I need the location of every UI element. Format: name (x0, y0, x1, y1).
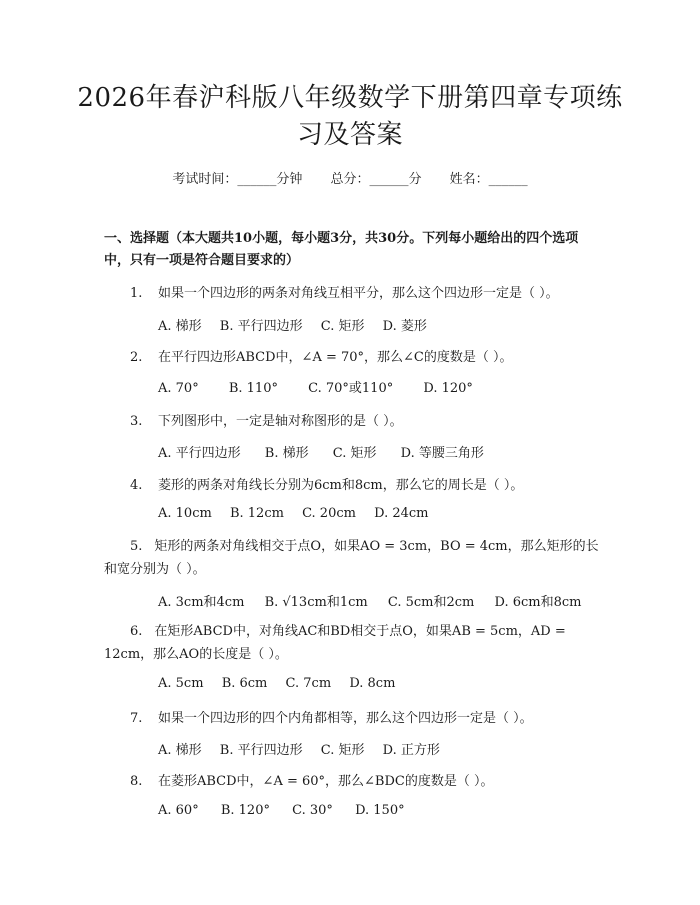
question-1 (130, 282, 559, 301)
option-c: C. 7cm (285, 676, 332, 691)
question-text: 矩形的两条对角线相交于点O，如果AO = 3cm，BO = 4cm，那么矩形的长和宽分别为（ ）。 (104, 539, 599, 577)
option-d: D. 120° (423, 381, 473, 396)
question-number: 8. (130, 774, 143, 789)
options-5 (158, 591, 595, 610)
option-d: D. 6cm和8cm (494, 595, 582, 610)
question-text: 下列图形中，一定是轴对称图形的是（ ）。 (158, 414, 403, 429)
option-b: B. 6cm (221, 676, 268, 691)
option-c: C. 矩形 (332, 446, 377, 461)
question-8 (130, 770, 493, 789)
options-4 (158, 506, 442, 521)
question-5 (104, 535, 604, 581)
question-text: 菱形的两条对角线长分别为6cm和8cm，那么它的周长是（ ）。 (158, 478, 524, 493)
option-c: C. 5cm和2cm (387, 595, 475, 610)
option-c: C. 30° (292, 803, 333, 818)
option-b: B. 梯形 (264, 446, 309, 461)
option-b: B. 平行四边形 (219, 743, 303, 758)
options-8 (158, 803, 419, 818)
question-6 (104, 620, 604, 666)
option-a: A. 3cm和4cm (158, 595, 245, 610)
options-2 (158, 377, 487, 396)
options-3 (158, 442, 498, 461)
question-7 (130, 707, 533, 726)
exam-time: 考试时间：______分钟 (172, 172, 303, 187)
option-b: B. √13cm和1cm (264, 595, 368, 610)
options-1 (158, 315, 441, 334)
option-d: D. 菱形 (382, 319, 427, 334)
question-text: 如果一个四边形的两条对角线互相平分，那么这个四边形一定是（ ）。 (158, 286, 559, 301)
question-number: 6. (130, 624, 143, 639)
question-text: 在平行四边形ABCD中，∠A = 70°，那么∠C的度数是（ ）。 (158, 350, 513, 365)
question-number: 4. (130, 478, 143, 493)
question-2 (130, 346, 513, 365)
option-a: A. 10cm (158, 506, 212, 521)
question-text: 在菱形ABCD中，∠A = 60°，那么∠BDC的度数是（ ）。 (158, 774, 494, 789)
question-number: 3. (130, 414, 143, 429)
option-c: C. 70°或110° (308, 381, 394, 396)
options-6 (158, 676, 409, 691)
option-c: C. 矩形 (320, 319, 365, 334)
option-a: A. 梯形 (158, 743, 202, 758)
option-d: D. 150° (355, 803, 405, 818)
option-d: D. 正方形 (382, 743, 440, 758)
option-b: B. 110° (228, 381, 278, 396)
exam-meta (0, 168, 700, 187)
options-7 (158, 739, 454, 758)
option-d: D. 24cm (374, 506, 429, 521)
option-b: B. 12cm (229, 506, 284, 521)
option-c: C. 矩形 (320, 743, 365, 758)
option-a: A. 70° (158, 381, 199, 396)
option-b: B. 120° (220, 803, 270, 818)
option-a: A. 梯形 (158, 319, 202, 334)
total-score: 总分：______分 (330, 172, 422, 187)
question-number: 2. (130, 350, 143, 365)
option-b: B. 平行四边形 (219, 319, 303, 334)
question-number: 1. (130, 286, 143, 301)
option-a: A. 平行四边形 (158, 446, 241, 461)
option-d: D. 8cm (349, 676, 396, 691)
option-c: C. 20cm (302, 506, 356, 521)
option-d: D. 等腰三角形 (400, 446, 484, 461)
option-a: A. 5cm (158, 676, 204, 691)
section-heading: 一、选择题（本大题共10小题，每小题3分，共30分。下列每小题给出的四个选项中，只有一项是符合题目要求的） (104, 231, 579, 268)
question-text: 在矩形ABCD中，对角线AC和BD相交于点O，如果AB = 5cm，AD = 12cm，那么AO的长度是（ ）。 (104, 624, 566, 662)
question-3 (130, 410, 403, 429)
question-number: 5. (130, 539, 143, 554)
option-a: A. 60° (158, 803, 199, 818)
question-4 (130, 474, 523, 493)
student-name: 姓名：______ (449, 172, 528, 187)
page-title: 2026年春沪科版八年级数学下册第四章专项练习及答案 (77, 83, 623, 150)
question-number: 7. (130, 711, 143, 726)
question-text: 如果一个四边形的四个内角都相等，那么这个四边形一定是（ ）。 (158, 711, 533, 726)
